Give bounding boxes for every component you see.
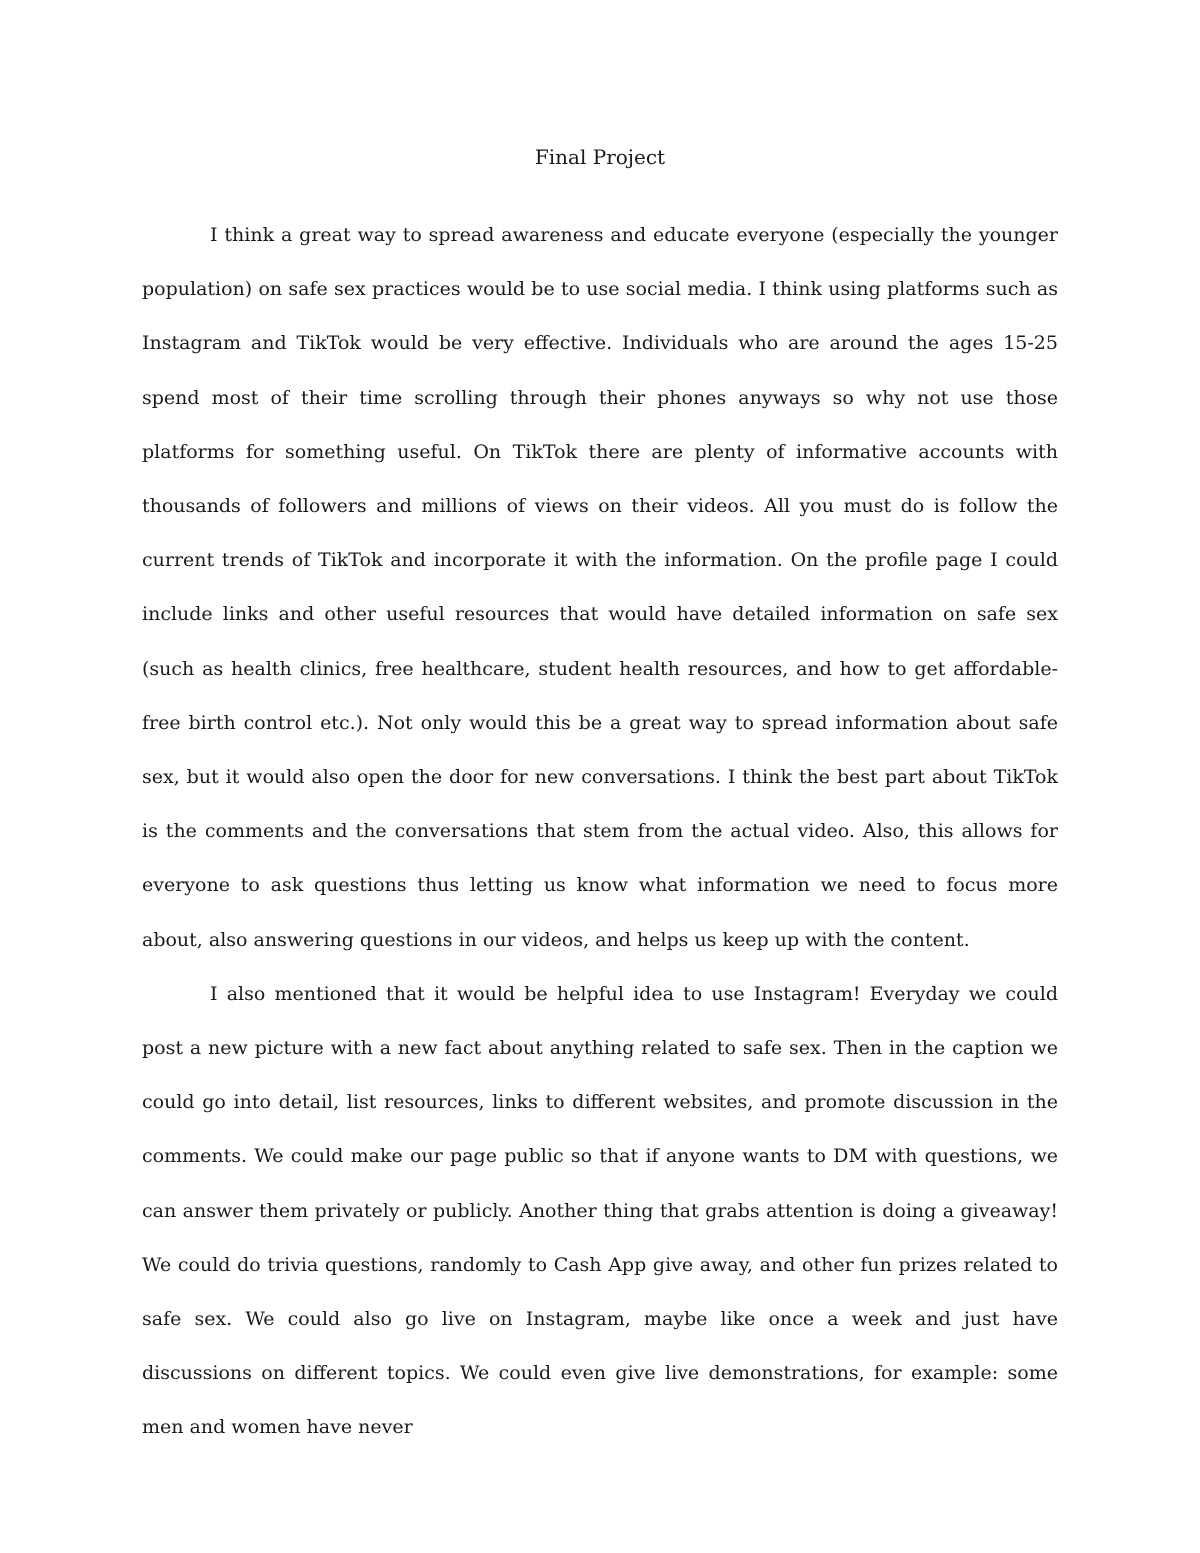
paragraph-tiktok: I think a great way to spread awareness and educate everyone (especially the younger population) on safe sex practices would be to use social media. I think using platforms such as Instagram and TikTok would be very effective. Individuals who are around the ages 15-25 spend most of their time scrolling through their phones anyways so why not use those platforms for something useful. On TikTok there are plenty of informative accounts with thousands of followers and millions of views on their videos. All you must do is follow the current trends of TikTok and incorporate it with the information. On the profile page I could include links and other useful resources that would have detailed information on safe sex (such as health clinics, free healthcare, student health resources, and how to get affordable-free birth control etc.). Not only would this be a great way to spread information about safe sex, but it would also open the door for new conversations. I think the best part about TikTok is the comments and the conversations that stem from the actual video. Also, this allows for everyone to ask questions thus letting us know what information we need to focus more about, also answering questions in our videos, and helps us keep up with the content. [142, 224, 1058, 951]
document-title: Final Project [534, 145, 666, 169]
document-body [142, 208, 1058, 1455]
paragraph-instagram: I also mentioned that it would be helpful idea to use Instagram! Everyday we could post a new picture with a new fact about anything related to safe sex. Then in the caption we could go into detail, list resources, links to different websites, and promote discussion in the comments. We could make our page public so that if anyone wants to DM with questions, we can answer them privately or publicly. Another thing that grabs attention is doing a giveaway! We could do trivia questions, randomly to Cash App give away, and other fun prizes related to safe sex. We could also go live on Instagram, maybe like once a week and just have discussions on different topics. We could even give live demonstrations, for example: some men and women have never [142, 982, 1058, 1439]
